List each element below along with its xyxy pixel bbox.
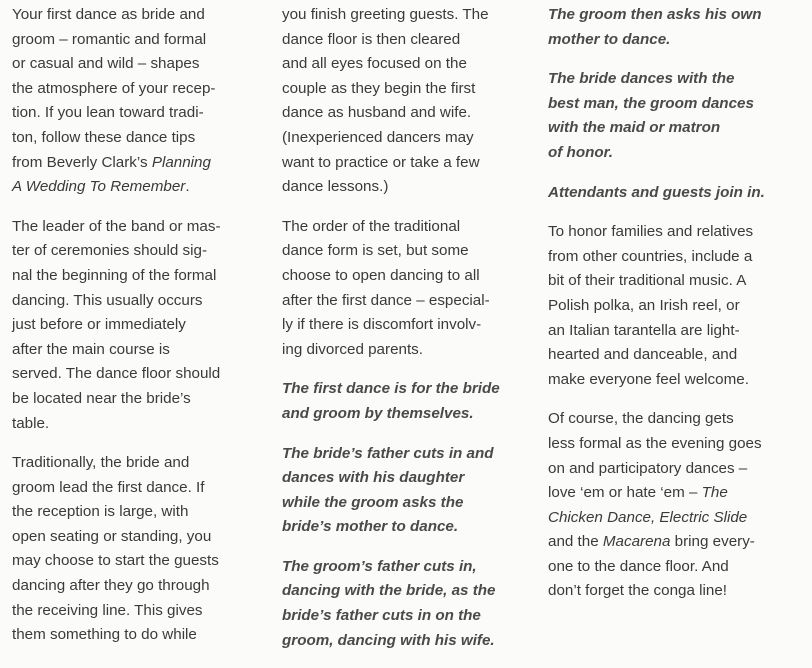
- text-column-1: [12, 3, 267, 663]
- text-segment: after the main course is: [12, 340, 170, 358]
- text-line: [12, 338, 267, 363]
- text-line: [12, 289, 267, 314]
- text-line: [548, 67, 802, 92]
- text-line: [548, 3, 802, 28]
- italic-text: A Wedding To Remember: [12, 178, 186, 196]
- text-segment: the atmosphere of your recep-: [12, 79, 216, 97]
- text-line: [12, 175, 267, 200]
- text-segment: choose to open dancing to all: [282, 266, 480, 284]
- text-line: [282, 264, 532, 289]
- text-segment: one to the dance floor. And: [548, 557, 729, 575]
- text-line: [548, 579, 802, 604]
- text-line: [282, 402, 532, 427]
- text-segment: bring every-: [670, 533, 755, 551]
- emphasized-paragraph: [548, 3, 802, 52]
- text-segment: Your first dance as bride and: [12, 6, 205, 23]
- text-segment: them something to do while: [12, 626, 197, 644]
- text-line: [548, 506, 802, 531]
- text-segment: ton, follow these dance tips: [12, 128, 196, 146]
- text-line: [548, 432, 802, 457]
- text-line: [12, 215, 267, 240]
- body-paragraph: [548, 407, 802, 604]
- text-line: [12, 549, 267, 574]
- text-line: [12, 313, 267, 338]
- italic-text: The: [701, 484, 728, 502]
- text-segment: on and participatory dances –: [548, 459, 748, 477]
- text-line: [282, 491, 532, 516]
- text-line: [548, 141, 802, 166]
- text-line: [12, 126, 267, 151]
- italic-text: Planning: [151, 153, 211, 171]
- text-line: [548, 294, 802, 319]
- text-line: [282, 515, 532, 540]
- text-line: [548, 481, 802, 506]
- text-segment: dance form is set, but some: [282, 242, 469, 260]
- text-segment: while the groom asks the: [282, 493, 464, 511]
- text-segment: dancing with the bride, as the: [282, 582, 496, 600]
- text-segment: the reception is large, with: [12, 503, 189, 521]
- text-segment: tion. If you lean toward tradi-: [12, 104, 204, 122]
- text-segment: be located near the bride’s: [12, 389, 191, 407]
- text-segment: you finish greeting guests. The: [282, 6, 489, 23]
- text-segment: To honor families and relatives: [548, 223, 754, 241]
- text-line: [548, 530, 802, 555]
- text-line: [12, 77, 267, 102]
- text-segment: dances with his daughter: [282, 469, 465, 487]
- text-line: [282, 3, 532, 28]
- text-line: [282, 151, 532, 176]
- text-segment: after the first dance – especial-: [282, 291, 490, 309]
- text-line: [282, 28, 532, 53]
- emphasized-paragraph: [282, 442, 532, 540]
- text-segment: Traditionally, the bride and: [12, 454, 190, 472]
- text-segment: dance floor is then cleared: [282, 30, 461, 48]
- text-line: [12, 574, 267, 599]
- body-paragraph: [12, 3, 267, 200]
- text-segment: bride’s father cuts in on the: [282, 607, 481, 625]
- text-line: [12, 264, 267, 289]
- text-segment: Of course, the dancing gets: [548, 410, 734, 428]
- emphasized-paragraph: [548, 181, 802, 206]
- text-line: [282, 101, 532, 126]
- emphasized-paragraph: [282, 555, 532, 653]
- text-line: [12, 451, 267, 476]
- text-line: [282, 52, 532, 77]
- text-segment: groom – romantic and formal: [12, 30, 207, 48]
- body-paragraph: [12, 451, 267, 648]
- text-segment: best man, the groom dances: [548, 94, 754, 112]
- text-line: [282, 77, 532, 102]
- text-segment: (Inexperienced dancers may: [282, 128, 474, 146]
- text-line: [548, 245, 802, 270]
- text-line: [12, 101, 267, 126]
- text-segment: table.: [12, 414, 50, 432]
- text-line: [282, 442, 532, 467]
- text-line: [12, 599, 267, 624]
- emphasized-paragraph: [282, 377, 532, 426]
- text-line: [282, 377, 532, 402]
- body-paragraph: [548, 220, 802, 392]
- text-line: [282, 289, 532, 314]
- text-line: [12, 500, 267, 525]
- text-line: [12, 387, 267, 412]
- text-line: [548, 319, 802, 344]
- text-segment: dance lessons.): [282, 178, 389, 196]
- text-line: [12, 476, 267, 501]
- text-line: [12, 239, 267, 264]
- text-segment: groom, dancing with his wife.: [282, 631, 495, 649]
- text-segment: open seating or standing, you: [12, 527, 212, 545]
- text-segment: ly if there is discomfort involv-: [282, 316, 482, 334]
- text-segment: and groom by themselves.: [282, 404, 474, 422]
- body-paragraph: [12, 215, 267, 436]
- text-line: [282, 604, 532, 629]
- text-segment: want to practice or take a few: [282, 153, 480, 171]
- italic-text: Macarena: [602, 533, 671, 551]
- text-segment: The groom’s father cuts in,: [282, 557, 477, 575]
- text-segment: ter of ceremonies should sig-: [12, 242, 207, 260]
- text-line: [282, 466, 532, 491]
- text-segment: less formal as the evening goes: [548, 434, 762, 452]
- text-column-3: [548, 3, 802, 619]
- text-line: [548, 28, 802, 53]
- text-segment: The order of the traditional: [282, 217, 461, 235]
- text-segment: and the: [548, 533, 603, 551]
- text-line: [548, 407, 802, 432]
- text-segment: hearted and danceable, and: [548, 346, 738, 364]
- text-segment: don’t forget the conga line!: [548, 582, 728, 600]
- body-paragraph: [282, 3, 532, 200]
- text-line: [12, 3, 267, 28]
- text-segment: from other countries, include a: [548, 247, 753, 265]
- text-segment: Polish polka, an Irish reel, or: [548, 296, 740, 314]
- text-segment: The bride dances with the: [548, 70, 735, 88]
- text-line: [282, 338, 532, 363]
- text-segment: just before or immediately: [12, 316, 186, 334]
- text-line: [12, 52, 267, 77]
- text-line: [548, 181, 802, 206]
- text-segment: may choose to start the guests: [12, 552, 219, 570]
- text-line: [548, 555, 802, 580]
- text-line: [282, 579, 532, 604]
- text-line: [282, 215, 532, 240]
- text-segment: and all eyes focused on the: [282, 55, 467, 73]
- text-segment: .: [185, 178, 190, 196]
- text-segment: from Beverly Clark’s: [12, 153, 152, 171]
- text-segment: couple as they begin the first: [282, 79, 476, 97]
- text-line: [548, 269, 802, 294]
- text-segment: make everyone feel welcome.: [548, 370, 749, 388]
- text-line: [12, 525, 267, 550]
- text-line: [548, 343, 802, 368]
- text-line: [548, 457, 802, 482]
- text-column-2: [282, 3, 532, 668]
- text-segment: groom lead the first dance. If: [12, 478, 205, 496]
- text-segment: the receiving line. This gives: [12, 601, 203, 619]
- text-segment: an Italian tarantella are light-: [548, 321, 740, 339]
- text-segment: The leader of the band or mas-: [12, 217, 221, 235]
- text-segment: The groom then asks his own: [548, 6, 762, 23]
- text-line: [282, 239, 532, 264]
- body-paragraph: [282, 215, 532, 363]
- text-segment: bride’s mother to dance.: [282, 518, 459, 536]
- text-segment: of honor.: [548, 143, 613, 161]
- text-segment: dancing after they go through: [12, 577, 210, 595]
- text-segment: nal the beginning of the formal: [12, 266, 217, 284]
- text-line: [12, 623, 267, 648]
- text-line: [12, 412, 267, 437]
- text-line: [548, 220, 802, 245]
- text-line: [548, 368, 802, 393]
- text-line: [282, 555, 532, 580]
- text-segment: love ‘em or hate ‘em –: [548, 484, 702, 502]
- text-segment: with the maid or matron: [548, 119, 721, 137]
- text-segment: The first dance is for the bride: [282, 380, 500, 398]
- text-segment: The bride’s father cuts in and: [282, 444, 494, 462]
- text-line: [548, 92, 802, 117]
- text-segment: served. The dance floor should: [12, 365, 221, 383]
- text-line: [282, 126, 532, 151]
- text-line: [282, 175, 532, 200]
- emphasized-paragraph: [548, 67, 802, 165]
- italic-text: Chicken Dance, Electric Slide: [548, 508, 748, 526]
- text-line: [12, 151, 267, 176]
- text-line: [282, 313, 532, 338]
- text-segment: or casual and wild – shapes: [12, 55, 200, 73]
- text-segment: bit of their traditional music. A: [548, 272, 747, 290]
- text-segment: mother to dance.: [548, 30, 671, 48]
- text-line: [12, 28, 267, 53]
- text-segment: ing divorced parents.: [282, 340, 423, 358]
- text-segment: dancing. This usually occurs: [12, 291, 203, 309]
- text-segment: Attendants and guests join in.: [548, 183, 765, 201]
- text-line: [548, 116, 802, 141]
- text-line: [282, 629, 532, 654]
- text-segment: dance as husband and wife.: [282, 104, 472, 122]
- text-line: [12, 362, 267, 387]
